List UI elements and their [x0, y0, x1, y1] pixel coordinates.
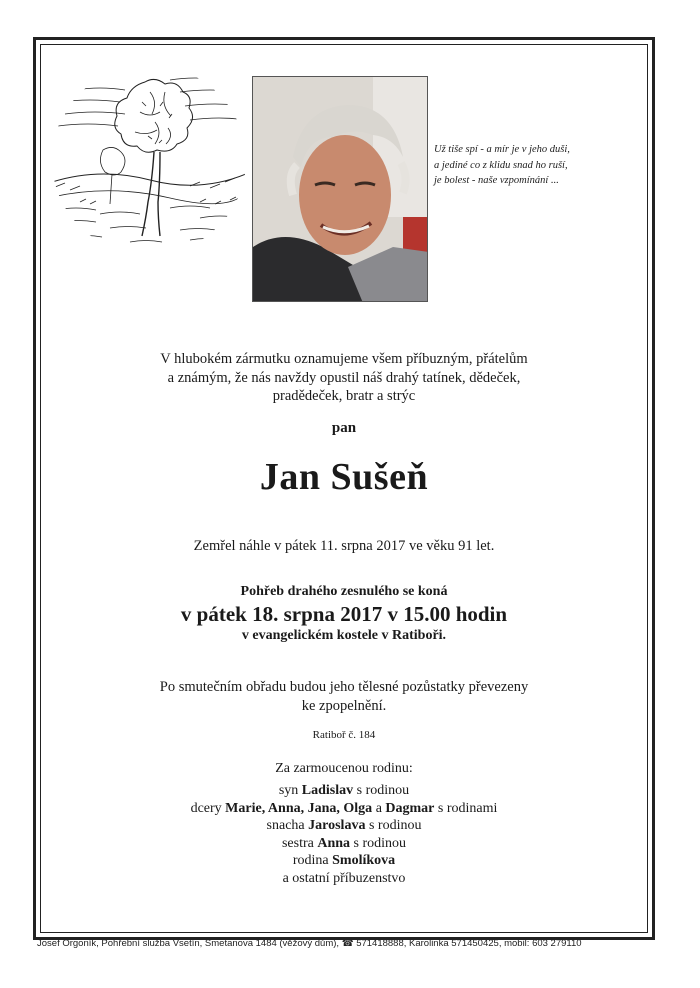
memorial-poem: [434, 142, 634, 189]
cremation-note: [40, 678, 648, 715]
funeral-datetime: v pátek 18. srpna 2017 v 15.00 hodin: [180, 602, 508, 626]
mourner-daughters: dcery Marie, Anna, Jana, Olga a Dagmar s rodinami: [190, 800, 498, 816]
home-address: Ratiboř č. 184: [312, 729, 376, 741]
deceased-name: Jan Sušeň: [259, 456, 429, 498]
intro-line: pradědeček, bratr a strýc: [272, 388, 416, 404]
mourners-list: [40, 782, 648, 887]
announcement-intro: [40, 350, 648, 406]
cremation-line: ke zpopelnění.: [301, 697, 387, 714]
poem-line: Už tiše spí - a mír je v jeho duši,: [434, 144, 570, 155]
cremation-line: Po smutečním obřadu budou jeho tělesné pozůstatky převezeny: [159, 679, 529, 695]
mourner-son: syn Ladislav s rodinou: [278, 783, 410, 798]
intro-line: V hlubokém zármutku oznamujeme všem příbuzným, přátelům: [160, 351, 528, 367]
footer-company: Josef Orgoník, Pohřební služba Vsetín, Smetanova 1484 (věžový dům),: [37, 938, 340, 949]
mourner-daughter-in-law: snacha Jaroslava s rodinou: [266, 818, 422, 833]
mourner-others: a ostatní příbuzenstvo: [282, 870, 406, 886]
death-notice: Zemřel náhle v pátek 11. srpna 2017 ve věku 91 let.: [193, 538, 495, 554]
intro-line: a známým, že nás navždy opustil náš drahý tatínek, dědeček,: [167, 369, 521, 386]
funeral-lead: Pohřeb drahého zesnulého se koná: [240, 584, 448, 599]
mourner-sister: sestra Anna s rodinou: [281, 835, 407, 851]
telephone-icon: ☎: [341, 938, 354, 949]
portrait-photo: [252, 76, 428, 302]
funeral-location: v evangelickém kostele v Ratiboři.: [241, 628, 447, 643]
mourner-family: rodina Smolíkova: [292, 853, 396, 868]
poem-line: je bolest - naše vzpomínání ...: [434, 175, 559, 186]
funeral-service-footer: [37, 938, 677, 949]
title-word: pan: [331, 420, 357, 436]
for-family-label: Za zarmoucenou rodinu:: [275, 761, 413, 776]
tree-landscape-drawing: [50, 62, 248, 258]
poem-line: a jediné co z klidu snad ho ruší,: [434, 159, 568, 171]
footer-phones: 571418888, Karolinka 571450425, mobil: 603 279110: [356, 938, 582, 949]
